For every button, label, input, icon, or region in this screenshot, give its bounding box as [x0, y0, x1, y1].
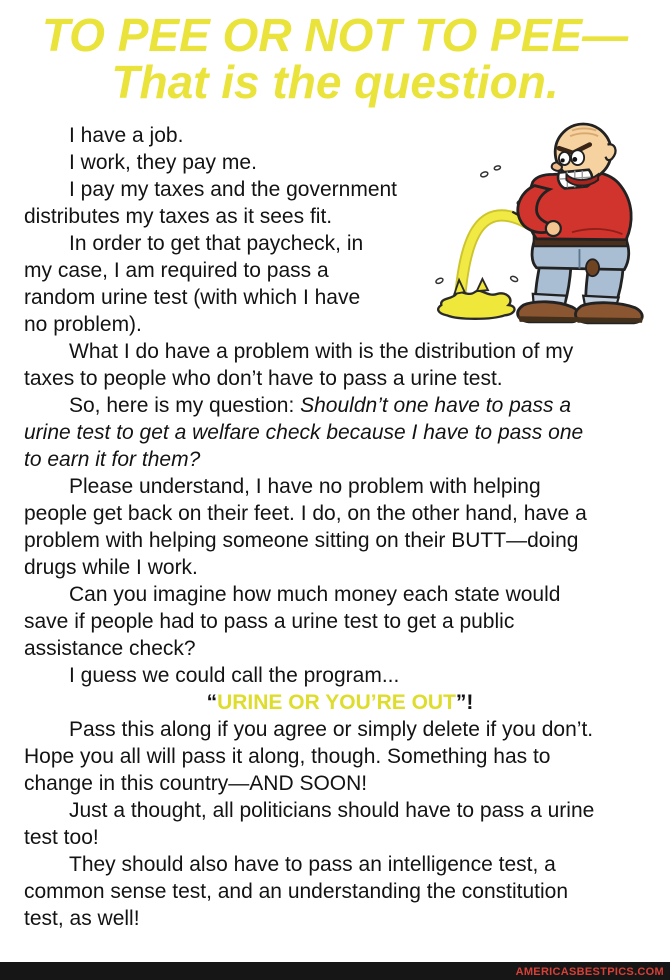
body-text	[0, 122, 670, 932]
body-line: Pass this along if you agree or simply delete if you don’t.	[69, 718, 594, 741]
body-line: change in this country—AND SOON!	[24, 772, 368, 795]
body-line: problem with helping someone sitting on their BUTT—doing	[24, 529, 579, 552]
body-line: What I do have a problem with is the distribution of my	[69, 340, 574, 363]
body-line: Just a thought, all politicians should have to pass a urine	[69, 799, 595, 822]
title-line-1: TO PEE OR NOT TO PEE—	[41, 9, 629, 61]
peeing-man-svg	[432, 116, 656, 328]
peeing-man-figure	[518, 124, 643, 323]
body-line: Hope you all will pass it along, though. Something has to	[24, 745, 551, 768]
body-line: urine test to get a welfare check because I have to pass one	[24, 421, 584, 444]
body-line: common sense test, and an understanding the constitution	[24, 880, 569, 903]
body-line: save if people had to pass a urine test to get a public	[24, 610, 515, 633]
body-line: I pay my taxes and the government	[69, 178, 398, 201]
body-line: drugs while I work.	[24, 556, 198, 579]
program-name: URINE OR YOU’RE OUT	[217, 691, 456, 714]
program-open-quote: “	[206, 691, 218, 714]
body-line: test too!	[24, 826, 99, 849]
program-close-quote: ”!	[455, 691, 474, 714]
footer-bar	[0, 962, 670, 980]
body-line: Can you imagine how much money each state would	[69, 583, 561, 606]
pee-stream-icon	[460, 215, 527, 297]
body-line: assistance check?	[24, 637, 196, 660]
page-title	[0, 0, 670, 106]
body-line-question	[24, 392, 656, 419]
body-line: I guess we could call the program...	[69, 664, 400, 687]
body-line: In order to get that paycheck, in	[69, 232, 364, 255]
body-line: Please understand, I have no problem with helping	[69, 475, 541, 498]
body-line: They should also have to pass an intelligence test, a	[69, 853, 556, 876]
question-italic: Shouldn’t one have to pass a	[300, 394, 571, 417]
title-line-2: That is the question.	[111, 56, 559, 108]
body-line: to earn it for them?	[24, 448, 201, 471]
body-line: random urine test (with which I have	[24, 286, 361, 309]
body-line: test, as well!	[24, 907, 140, 930]
program-name-line	[24, 689, 656, 716]
peeing-man-illustration	[432, 116, 656, 328]
body-line: I have a job.	[69, 124, 184, 147]
body-line: my case, I am required to pass a	[24, 259, 329, 282]
body-line: I work, they pay me.	[69, 151, 257, 174]
body-line: taxes to people who don’t have to pass a urine test.	[24, 367, 503, 390]
watermark: AMERICASBESTPICS.COM	[515, 966, 664, 978]
body-line: distributes my taxes as it sees fit.	[24, 205, 333, 228]
question-prefix: So, here is my question:	[69, 394, 301, 417]
pee-puddle-icon	[438, 279, 514, 319]
body-line: people get back on their feet. I do, on the other hand, have a	[24, 502, 587, 525]
body-line: no problem).	[24, 313, 142, 336]
